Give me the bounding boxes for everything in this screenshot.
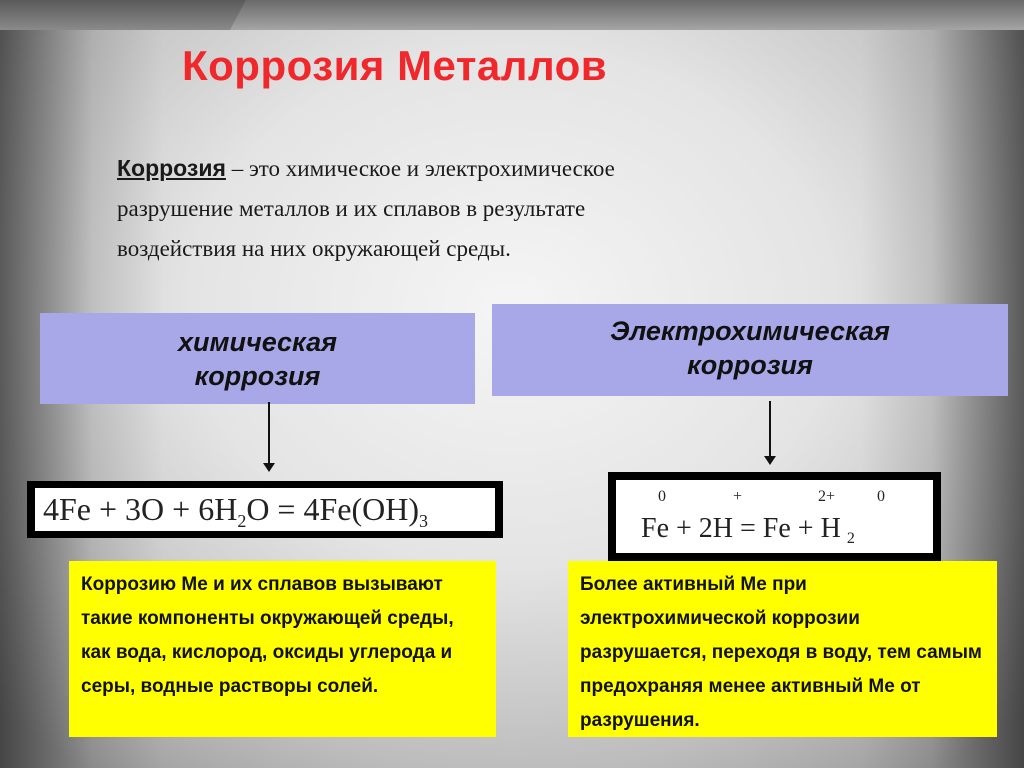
oxidation-state-h2: 0 — [877, 488, 885, 505]
definition-term: Коррозия — [117, 155, 226, 181]
definition-line-3: воздействия на них окружающей среды. — [117, 236, 511, 261]
oxidation-state-h: + — [733, 488, 743, 505]
chemical-equation — [43, 488, 428, 531]
chemical-equation-sub-a: 2 — [237, 511, 247, 531]
electrochemical-equation-text: Fe + 2H = Fe + H — [641, 513, 841, 544]
definition-line-2: разрушение металлов и их сплавов в результате — [117, 196, 586, 221]
chemical-equation-sub-b: 3 — [419, 511, 428, 531]
chemical-equation-part-b: O = 4Fe(OH) — [246, 491, 419, 527]
oxidation-state-fe2: 2+ — [818, 488, 836, 505]
electrochemical-equation-panel — [616, 480, 933, 553]
chemical-corrosion-label-line-2: коррозия — [194, 360, 321, 391]
chemical-corrosion-label-line-1: химическая — [177, 326, 337, 357]
electrochemical-equation — [641, 512, 855, 546]
slide-title: Коррозия Металлов — [182, 42, 608, 89]
definition-line-1-text: – это химическое и электрохимическое — [225, 156, 615, 181]
chemical-equation-part-a: 4Fe + 3O + 6H — [43, 491, 238, 527]
electrochemical-corrosion-box — [492, 304, 1008, 396]
electrochemical-corrosion-label-line-2: коррозия — [687, 350, 813, 380]
oxidation-state-fe: 0 — [658, 488, 666, 505]
slide-header-band — [0, 0, 1024, 30]
electrochemical-equation-sub: 2 — [846, 530, 855, 547]
electrochemical-down-arrow-icon — [769, 401, 771, 457]
chemical-equation-panel — [35, 488, 495, 531]
chemical-down-arrow-icon — [268, 402, 270, 464]
electrochemical-equation-frame — [608, 472, 941, 561]
chemical-corrosion-box — [40, 313, 475, 404]
chemical-corrosion-note: Коррозию Ме и их сплавов вызывают такие компоненты окружающей среды, как вода, кислород, оксиды углерода и серы, водные растворы солей. — [69, 561, 496, 737]
definition-paragraph — [117, 148, 917, 269]
electrochemical-corrosion-note: Более активный Ме при электрохимической коррозии разрушается, переходя в воду, тем самым предохраняя менее активный Ме от разрушения. — [568, 561, 997, 737]
electrochemical-corrosion-label-line-1: Электрохимическая — [610, 316, 890, 346]
definition-line-1 — [117, 148, 917, 189]
chemical-equation-frame — [27, 481, 503, 538]
